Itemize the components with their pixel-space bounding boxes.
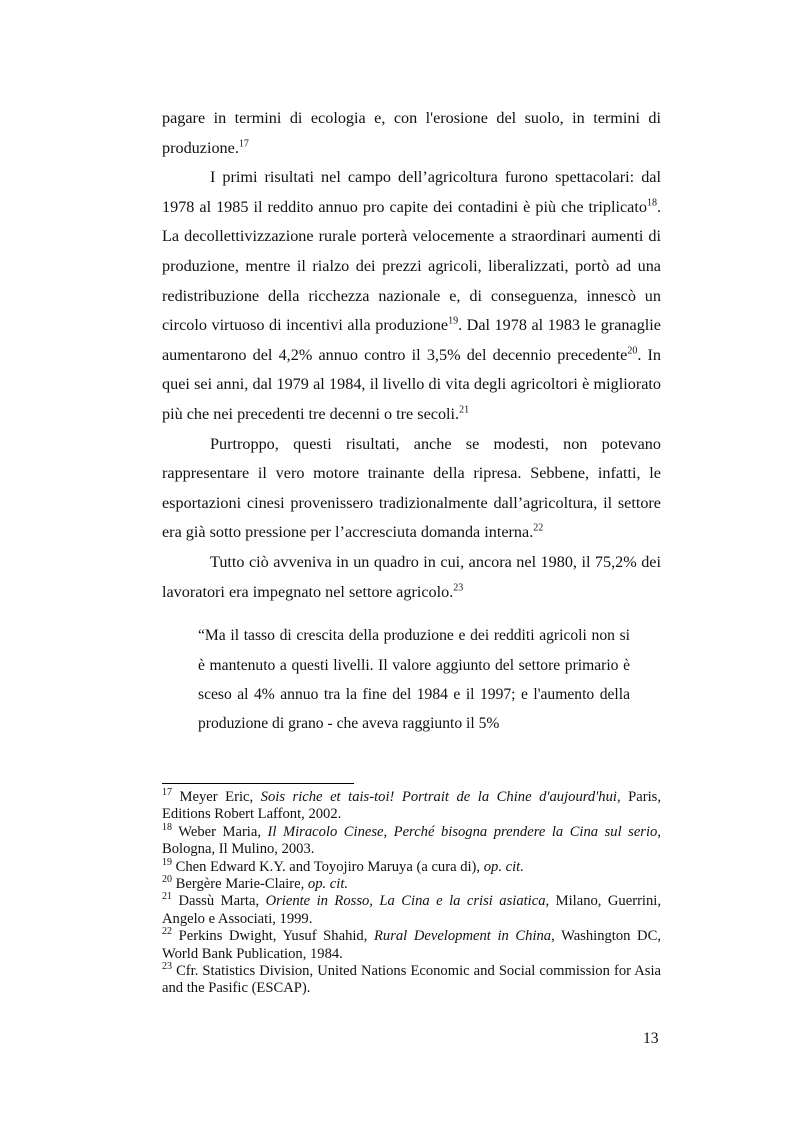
footnote-ref-22[interactable]: 22	[533, 522, 544, 534]
footnote-ref-23[interactable]: 23	[453, 582, 464, 594]
footnote-23: $^{23}$ Cfr. Statistics Division, United Nations Economic and Social commission for Asia and the Pasific (ESCAP).	[162, 961, 661, 997]
footnote-22: $^{22}$ Perkins Dwight, Yusuf Shahid, Rural Development in China, Washington DC, World Bank Publication, 1984.	[162, 926, 661, 962]
footnote-separator	[162, 783, 354, 784]
footnote-ref-18[interactable]: 18	[646, 197, 657, 209]
footnote-ref-19[interactable]: 19	[448, 315, 459, 327]
paragraph-3: Purtroppo, questi risultati, anche se modesti, non potevano rappresentare il vero motore trainante della ripresa. Sebbene, infatti, le esportazioni cinesi provenissero tradizionalmente dall’agricoltura, il settore era già sotto pressione per l’accresciuta domanda interna.$^{22}$	[162, 434, 661, 542]
footnote-18: $^{18}$ Weber Maria, Il Miracolo Cinese, Perché bisogna prendere la Cina sul serio, Bologna, Il Mulino, 2003.	[162, 821, 661, 858]
block-quote: “Ma il tasso di crescita della produzione e dei redditi agricoli non si è mantenuto a questi livelli. Il valore aggiunto del settore primario è sceso al 4% annuo tra la fine del 1984 e il 1997; e l'aumento della produzione di grano - che aveva raggiunto il 5%	[198, 627, 630, 733]
footnote-20: $^{20}$ Bergère Marie-Claire, op. cit.	[162, 874, 349, 893]
footnote-21: $^{21}$ Dassù Marta, Oriente in Rosso, La Cina e la crisi asiatica, Milano, Guerrini, Angelo e Associati, 1999.	[162, 891, 661, 927]
page-number: 13	[643, 1030, 659, 1047]
paragraph-2: I primi risultati nel campo dell’agricoltura furono spettacolari: dal 1978 al 1985 il reddito annuo pro capite dei contadini è più che triplicato$^{18}$. La decollettivizzazione rurale porterà velocemente a straordinari aumenti di produzione, mentre il rialzo dei prezzi agricoli, liberalizzati, portò ad una redistribuzione della ricchezza nazionale e, di conseguenza, innescò un circolo virtuoso di incentivi alla produzione$^{19}$. Dal 1978 al 1983 le granaglie aumentarono del 4,2% annuo contro il 3,5% del decennio precedente$^{20}$. In quei sei anni, dal 1979 al 1984, il livello di vita degli agricoltori è migliorato più che nei precedenti tre decenni o tre secoli.$^{21}$	[162, 168, 661, 423]
footnotes	[162, 789, 661, 998]
footnote-17: $^{17}$ Meyer Eric, Sois riche et tais-toi! Portrait de la Chine d'aujourd'hui, Paris, Editions Robert Laffont, 2002.	[162, 787, 661, 823]
paragraph-1: pagare in termini di ecologia e, con l'erosione del suolo, in termini di produzione.$^{17}$	[162, 109, 661, 157]
footnote-ref-17[interactable]: 17	[238, 138, 249, 150]
footnote-ref-20[interactable]: 20	[627, 345, 638, 357]
page-body	[162, 104, 661, 739]
footnote-ref-21[interactable]: 21	[459, 404, 470, 416]
footnote-19: $^{19}$ Chen Edward K.Y. and Toyojiro Maruya (a cura di), op. cit.	[162, 856, 524, 875]
paragraph-4: Tutto ciò avveniva in un quadro in cui, ancora nel 1980, il 75,2% dei lavoratori era impegnato nel settore agricolo.$^{23}$	[162, 552, 661, 601]
